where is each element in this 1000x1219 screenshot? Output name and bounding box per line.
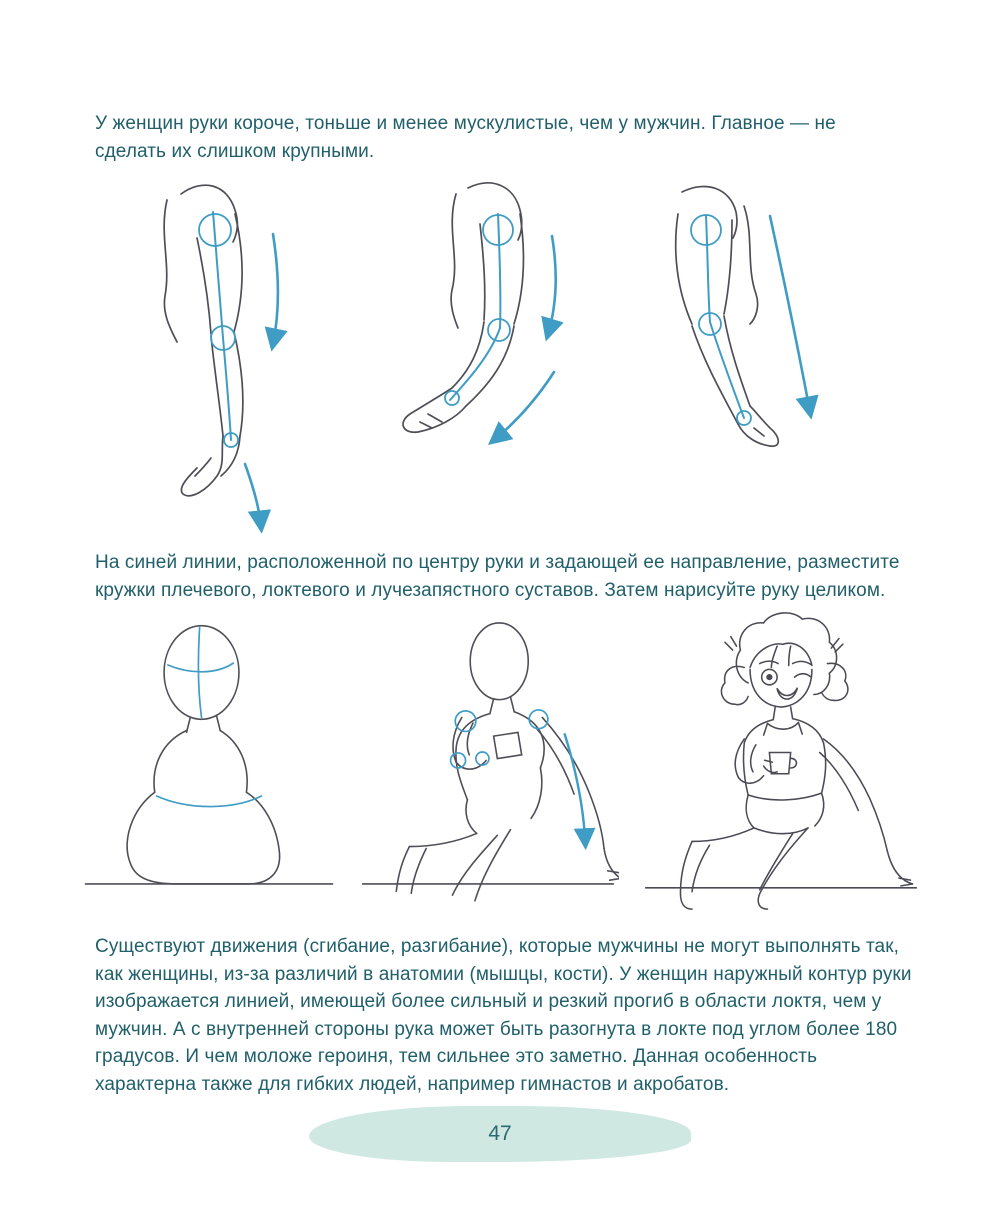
guide-arrow [273,234,278,344]
arm-sketch-hanging-illustration [115,172,355,544]
blue-guides [451,710,586,843]
guide-arrow [548,236,556,334]
arm-sketch-bent-inward-illustration [368,172,608,544]
blue-guides [157,628,262,807]
figure-basic-shapes-illustration [78,606,340,928]
paragraph-anatomy-note: Существуют движения (сгибание, разгибание), которые мужчины не могут выполнять так, как женщины, из-за различий в анатомии (мышцы, кости). У женщин наружный контур руки изображается линией, имеющей более сильный и резкий прогиб в области локтя, чем у мужчин. А с внутренней стороны рука может быть разогнута в локте под углом более 180 градусов. И чем моложе героиня, тем сильнее это заметно. Данная особенность характерна также для гибких людей, например гимнастов и акробатов. [95,936,912,1095]
figure-stages-row [78,606,926,932]
figure-finished-girl-illustration [636,606,926,928]
paragraph-instruction: На синей линии, расположенной по центру руки и задающей ее направление, разместите кружки плечевого, локтевого и лучезапястного суставов. Затем нарисуйте руку целиком. [95,552,900,601]
guide-arrow [494,372,554,440]
arm-studies-row [115,172,860,544]
arm-sketch-bent-outward-illustration [620,172,860,544]
pencil-lines [85,626,332,884]
pencil-lines [646,613,917,909]
guide-arrow [245,464,261,526]
figure-joint-structure-illustration [357,606,619,928]
blue-guides [199,212,278,526]
paragraph-intro: У женщин руки короче, тоньше и менее мускулистые, чем у мужчин. Главное — не сделать их слишком крупными. [95,113,836,162]
guide-arrow [770,216,810,412]
page-number-badge [309,1106,691,1162]
pencil-lines [403,183,523,432]
blue-guides [445,214,556,440]
page-number: 47 [488,1122,512,1145]
pencil-lines [363,623,619,901]
